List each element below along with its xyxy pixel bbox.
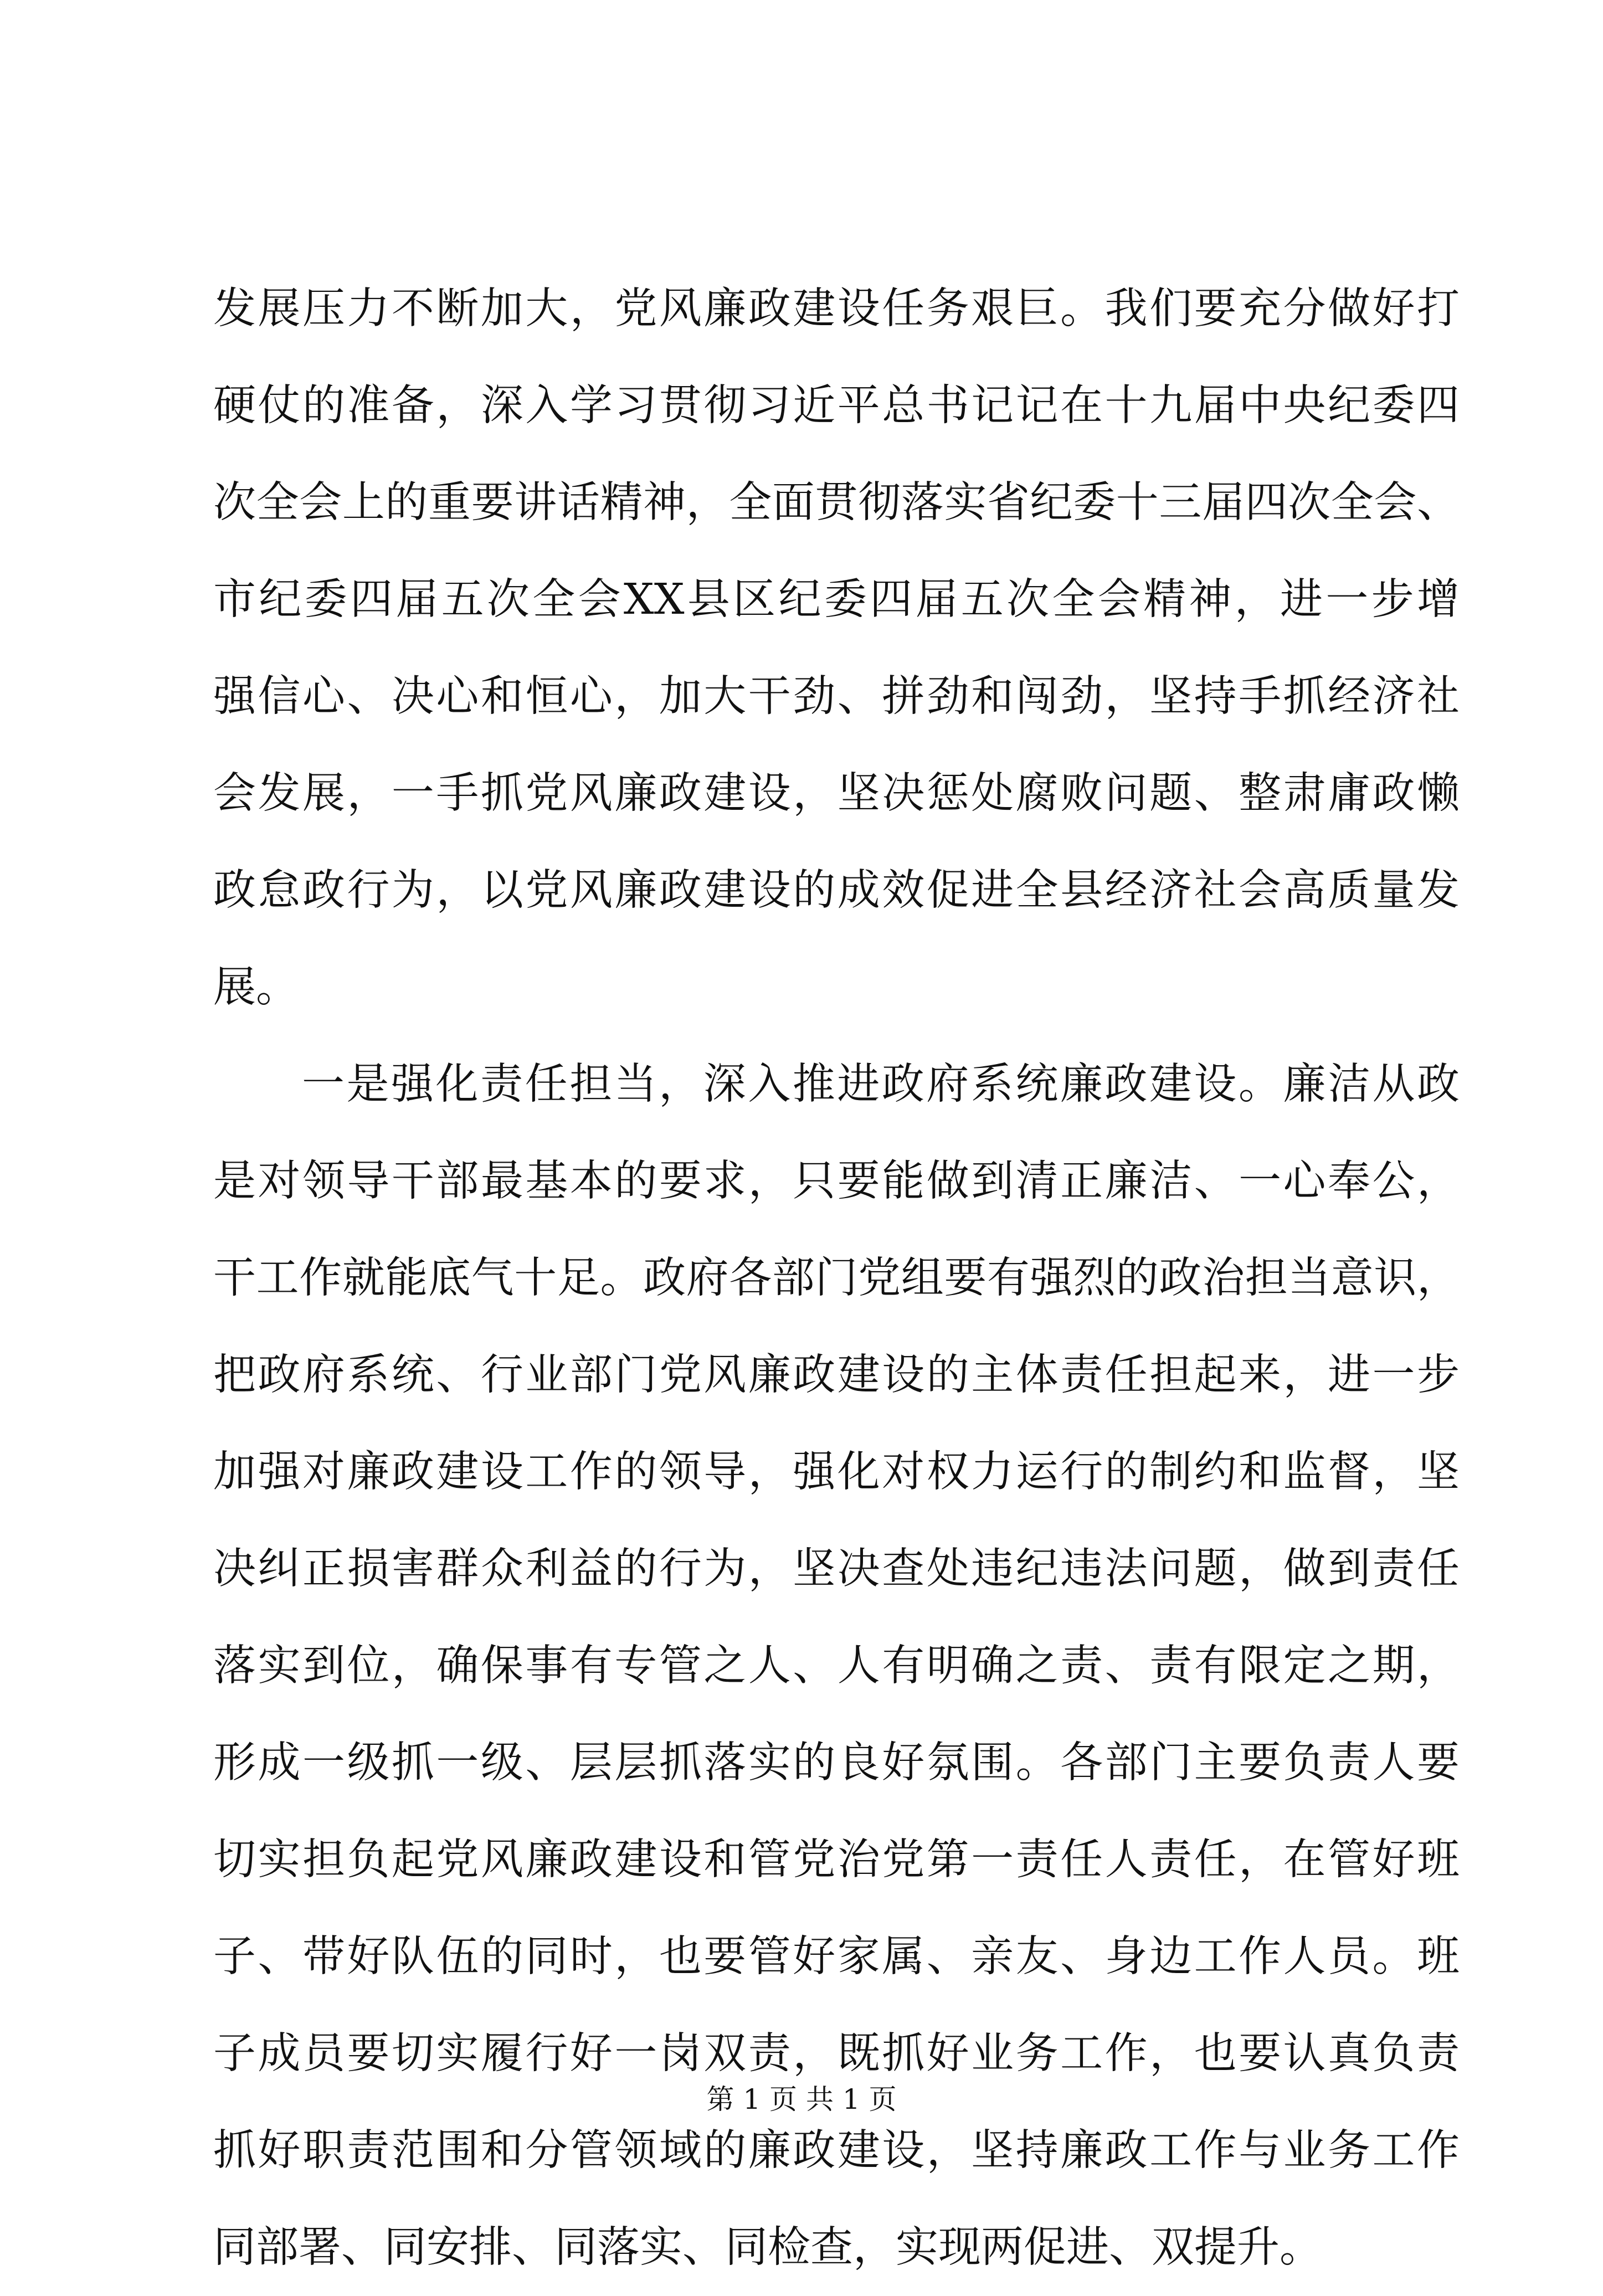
text-line-2: 硬仗的准备，深入学习贯彻习近平总书记记在十九届中央纪委四 [213, 381, 1460, 430]
text-line-20: 抓好职责范围和分管领域的廉政建设，坚持廉政工作与业务工作 [213, 2126, 1460, 2175]
page-footer: 第 1 页 共 1 页 [706, 2083, 897, 2115]
text-line-4: 市纪委四届五次全会XX县区纪委四届五次全会精神，进一步增 [213, 575, 1460, 624]
text-line-1: 发展压力不断加大，党风廉政建设任务艰巨。我们要充分做好打 [213, 284, 1460, 333]
text-line-5: 强信心、决心和恒心，加大干劲、拼劲和闯劲，坚持手抓经济社 [213, 672, 1460, 721]
text-line-19: 子成员要切实履行好一岗双责，既抓好业务工作，也要认真负责 [213, 2029, 1460, 2078]
text-line-18: 子、带好队伍的同时，也要管好家属、亲友、身边工作人员。班 [213, 1932, 1460, 1981]
text-line-9: 一是强化责任担当，深入推进政府系统廉政建设。廉洁从政 [302, 1060, 1460, 1109]
text-line-6: 会发展，一手抓党风廉政建设，坚决惩处腐败问题、整肃庸政懒 [213, 769, 1460, 818]
text-line-7: 政怠政行为，以党风廉政建设的成效促进全县经济社会高质量发 [213, 866, 1460, 915]
text-line-12: 把政府系统、行业部门党风廉政建设的主体责任担起来，进一步 [213, 1350, 1460, 1400]
text-line-14: 决纠正损害群众利益的行为，坚决查处违纪违法问题，做到责任 [213, 1544, 1460, 1594]
text-line-3: 次全会上的重要讲话精神，全面贯彻落实省纪委十三届四次全会、 [213, 478, 1460, 527]
text-line-16: 形成一级抓一级、层层抓落实的良好氛围。各部门主要负责人要 [213, 1738, 1460, 1788]
text-line-10: 是对领导干部最基本的要求，只要能做到清正廉洁、一心奉公， [213, 1157, 1460, 1206]
text-line-21: 同部署、同安排、同落实、同检查，实现两促进、双提升。 [213, 2223, 1322, 2272]
text-line-13: 加强对廉政建设工作的领导，强化对权力运行的制约和监督，坚 [213, 1447, 1460, 1497]
body-text [213, 260, 1460, 2296]
text-line-17: 切实担负起党风廉政建设和管党治党第一责任人责任，在管好班 [213, 1835, 1460, 1884]
text-line-15: 落实到位，确保事有专管之人、人有明确之责、责有限定之期， [213, 1641, 1460, 1691]
text-line-11: 干工作就能底气十足。政府各部门党组要有强烈的政治担当意识， [213, 1254, 1460, 1303]
text-line-8: 展。 [213, 963, 299, 1012]
